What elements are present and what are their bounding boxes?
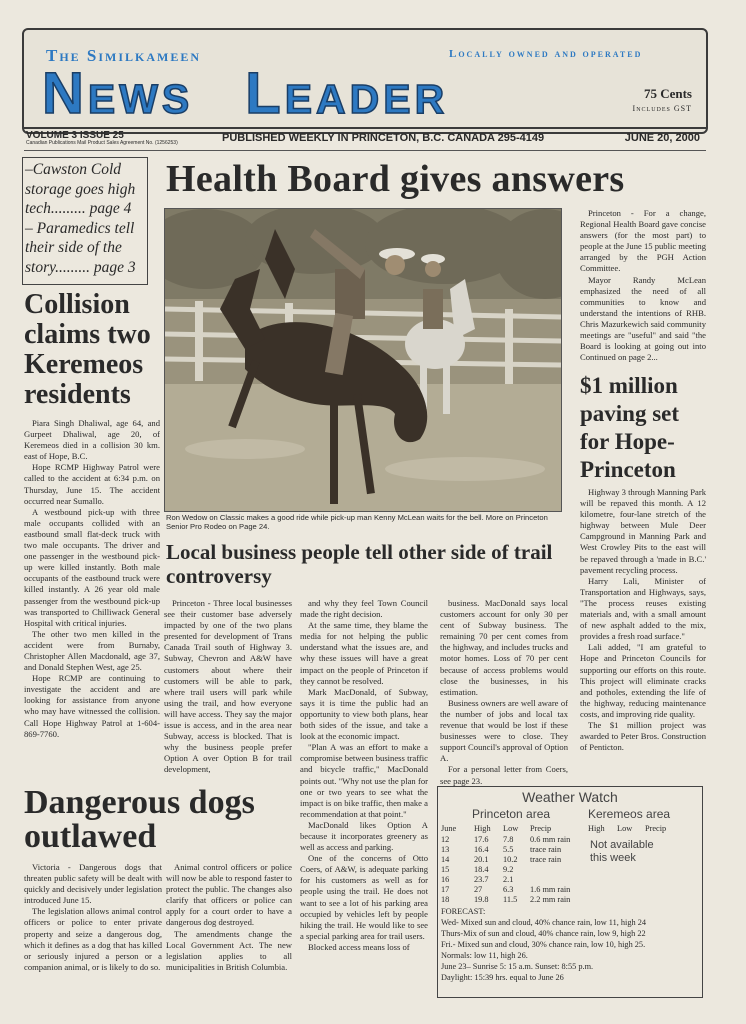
paving-headline: $1 million paving set for Hope-Princeton [580, 373, 680, 482]
paragraph: The amendments change the Local Government Act. The new legislation applies to all municipalities in British Columbia. [166, 928, 292, 972]
local-business-headline: Local business people tell other side of trail controversy [166, 540, 553, 588]
paragraph: Hope RCMP Highway Patrol were called to the accident at 6:34 p.m. on Thursday, June 15. The accident occurred near Sumallo. [24, 462, 160, 506]
mail-agreement: Canadian Publications Mail Product Sales Agreement No. (1256253) [26, 140, 178, 146]
forecast-line: Daylight: 15:39 hrs. equal to June 26 [441, 973, 564, 982]
paragraph: Lali added, "I am grateful to Hope and Princeton Councils for supporting our efforts on this route. This project will eliminate cracks and potholes, extending the life of the highway, reducing maintenance costs, and improving ride quality. [580, 642, 706, 719]
weather-low: 2.1 [503, 875, 514, 884]
weather-high: 20.1 [474, 855, 489, 864]
teaser-line: –Cawston Cold [25, 161, 122, 178]
paragraph: The legislation allows animal control officers or police to enter private property and seize a dangerous dog, which it defines as a dog that has killed or seriously injured a person or a companion animal, or is likely to do so. [24, 906, 162, 972]
paragraph: For a personal letter from Coers, see page 23. [440, 764, 568, 786]
paragraph: A westbound pick-up with three male occupants collided with an eastbound small flat-deck truck with two male occupants. The driver and one passenger in the westbound pick-up were killed instantly. Both male occupants of the eastbound truck were killed instantly. A 26 year old male passenger from the westbound pick-up was transported to Chilliwack General Hospital with critical injuries. [24, 506, 160, 628]
weather-day: 16 [441, 875, 450, 884]
dogs-col2 [166, 862, 292, 973]
rodeo-photo [164, 208, 562, 512]
photo-caption: Ron Wedow on Classic makes a good ride while pick-up man Kenny McLean waits for the bell. More on Princeton Senior Pro Rodeo on Page 24. [166, 513, 548, 531]
weather-day: 12 [441, 835, 450, 844]
health-board-article [580, 208, 706, 363]
publication-info: PUBLISHED WEEKLY IN PRINCETON, B.C. CANADA 295-4149 [222, 132, 545, 144]
weather-header: High [588, 824, 605, 833]
teaser-line: tech......... page 4 [25, 200, 132, 217]
paragraph: business. MacDonald says local customers account for only 30 per cent of Subway business. The remaining 70 per cent comes from the highway, and includes trucks and motor homes. Loss of 70 per cent because of access problems would close the businesses, in his estimation. [440, 598, 568, 697]
paragraph: Blocked access means loss of [308, 941, 410, 952]
weather-header: Low [617, 824, 633, 833]
weather-low: 9.2 [503, 865, 514, 874]
paragraph: Business owners are well aware of the number of jobs and local tax revenue that would be lost if these businesses were to close. They support Council's approval of Option A. [440, 697, 568, 764]
teaser-line: – Paramedics tell [25, 219, 135, 237]
paragraph: One of the concerns of Otto Coers, of A&W, is adequate parking for his customers as well as for people using the trail. He does not want to see a lot of his parking area occupied by vehicles left by people hiking the trail. He would like to see a special parking area for trail users. [300, 853, 428, 941]
paragraph: Animal control officers or police will now be able to respond faster to protect the public. The changes also clarify that officers or police can apply for a court order to have a dangerous dog destroyed. [166, 862, 292, 928]
weather-area-princeton: Princeton area [472, 807, 551, 821]
weather-day: 13 [441, 845, 450, 854]
weather-precip: trace rain [530, 855, 562, 864]
masthead-title [42, 61, 449, 126]
weather-low: 5.5 [503, 845, 514, 854]
forecast-line: Normals: low 11, high 26. [441, 951, 528, 960]
weather-precip: 1.6 mm rain [530, 885, 571, 894]
masthead-title-word1: News [42, 61, 194, 126]
local-business-col1 [164, 598, 292, 776]
paragraph: Harry Lali, Minister of Transportation and Highways, says, "The process reuses existing materials and, with a small amount of new asphalt added to the mix, provides a fresh road surface." [580, 575, 706, 642]
paragraph: Mayor Randy McLean emphasized the need of all communities to know and understand the intentions of RHB. Chris Mazurkewich said community meetings are "useful" and said "the Board is looking at going out into Continued on page 2... [580, 274, 706, 363]
paragraph: Victoria - Dangerous dogs that threaten public safety will be dealt with quickly and decisively under legislation introduced June 15. [24, 862, 162, 906]
collision-article [24, 418, 160, 740]
weather-precip: 0.6 mm rain [530, 835, 571, 844]
weather-low: 7.8 [503, 835, 514, 844]
weather-box [437, 786, 703, 998]
weather-precip: 2.2 mm rain [530, 895, 571, 904]
weather-area-keremeos: Keremeos area [588, 807, 671, 821]
masthead [22, 28, 708, 134]
paragraph: "Plan A was an effort to make a compromise between business traffic and bicycle traffic," MacDonald points out. "Why not use the plan for one or two years to see what the impact is on bike traffic, then make a recommendation at that point." [300, 742, 428, 819]
paragraph: Highway 3 through Manning Park will be repaved this month. A 12 kilometre, four-lane stretch of the highway between Mule Deer Campground in Manning Park and West Crowley Pits to the east will be repaved through a 'made in B.C.' pavement recycling process. [580, 487, 706, 575]
price-note: Includes GST [632, 104, 692, 113]
weather-header-row-keremeos [588, 824, 698, 835]
volume-issue: VOLUME 3 ISSUE 25 [26, 130, 124, 141]
weather-header: June [441, 824, 457, 833]
weather-day: 15 [441, 865, 450, 874]
weather-row [441, 895, 581, 906]
teaser-line: storage goes high [25, 180, 136, 198]
weather-day: 18 [441, 895, 450, 904]
paragraph: Piara Singh Dhaliwal, age 64, and Gurpeet Dhaliwal, age 20, of Keremeos died in a collision 30 km. east of Hope, B.C. [24, 418, 160, 462]
paragraph: MacDonald likes Option A because it incorporates greenery as well as access and parking. [300, 819, 428, 853]
local-business-col3 [440, 598, 568, 787]
paragraph: Hope RCMP are continuing to investigate the accident and are looking for assistance from anyone who may have witnessed the collision. Call Hope Highway Patrol at 1-604-869-7760. [24, 673, 160, 739]
forecast-line: Wed- Mixed sun and cloud, 40% chance rain, low 11, high 24 [441, 918, 647, 927]
rodeo-photo-illustration [165, 209, 561, 511]
paragraph: The other two men killed in the accident were from Burnaby, Christopher Allen Macdonald, age 37, and Donald Stephen West, age 25. [24, 628, 160, 673]
dogs-headline: Dangerous dogs outlawed [24, 784, 255, 855]
weather-header: Precip [645, 824, 667, 833]
weather-low: 10.2 [503, 855, 518, 864]
main-headline: Health Board gives answers [166, 158, 625, 200]
weather-title: Weather Watch [522, 789, 618, 805]
weather-high: 23.7 [474, 875, 489, 884]
divider [24, 150, 706, 151]
teaser-line: their side of the [25, 239, 122, 256]
teaser-box [22, 157, 148, 285]
paragraph: Princeton - Three local businesses see their customer base adversely impacted by one of the two plans presented for development of Trans Canada Trail south of Highway 3. Subway, Chevron and A&W have customers about where their customers will be able to park, where trail users will park while using the trail, and how everyone will have access. They say the major issue is access, and in the area near Subway, access is blocked. That is why the business people prefer Option A over Option B for trail development, [164, 598, 292, 775]
paragraph: The $1 million project was awarded to Peter Bros. Construction of Penticton. [580, 719, 706, 753]
masthead-small-title: The Similkameen [46, 46, 202, 65]
weather-high: 18.4 [474, 865, 489, 874]
weather-high: 16.4 [474, 845, 489, 854]
paragraph: At the same time, they blame the media for not helping the public understand what the issues are, and why these issues will have a great impact on the people of Princeton if they cannot be resolved. [300, 620, 428, 686]
teaser-line: story......... page 3 [25, 258, 136, 276]
weather-high: 19.8 [474, 895, 489, 904]
weather-low: 6.3 [503, 885, 514, 894]
forecast-line: Fri.- Mixed sun and cloud, 30% chance rain, low 10, high 25. [441, 940, 646, 949]
weather-header: High [474, 824, 491, 833]
forecast-line: June 23– Sunrise 5: 15 a.m. Sunset: 8:55 p.m. [441, 962, 594, 971]
weather-high: 27 [474, 885, 483, 894]
weather-header-row [441, 824, 581, 835]
weather-low: 11.5 [503, 895, 518, 904]
forecast-line: Thurs-Mix of sun and cloud, 40% chance rain, low 9, high 22 [441, 929, 646, 938]
paragraph: Mark MacDonald, of Subway, says it is time the public had an opportunity to view both plans, hear both sides of the issue, and take a look at the economic impact. [300, 686, 428, 742]
price: 75 Cents [643, 86, 692, 101]
weather-precip: trace rain [530, 845, 562, 854]
issue-date: JUNE 20, 2000 [624, 132, 700, 144]
paving-article [580, 487, 706, 753]
forecast-label: FORECAST: [441, 907, 486, 916]
masthead-title-word2: Leader [245, 61, 449, 126]
weather-header: Low [503, 824, 519, 833]
paragraph: Princeton - For a change, Regional Health Board gave concise answers (for the most part) to people at the June 15 public meeting arranged by the PGH Action Committee. [580, 208, 707, 274]
local-business-col2 [300, 598, 428, 953]
weather-day: 17 [441, 885, 450, 894]
collision-headline: Collision claims two Keremeos residents [24, 289, 151, 410]
paragraph: and why they feel Town Council made the right decision. [300, 598, 428, 620]
weather-header: Precip [530, 824, 552, 833]
weather-not-available: Not available this week [590, 839, 654, 864]
masthead-tagline: Locally owned and operated [449, 48, 643, 60]
weather-day: 14 [441, 855, 450, 864]
dogs-col1 [24, 862, 162, 973]
weather-high: 17.6 [474, 835, 489, 844]
